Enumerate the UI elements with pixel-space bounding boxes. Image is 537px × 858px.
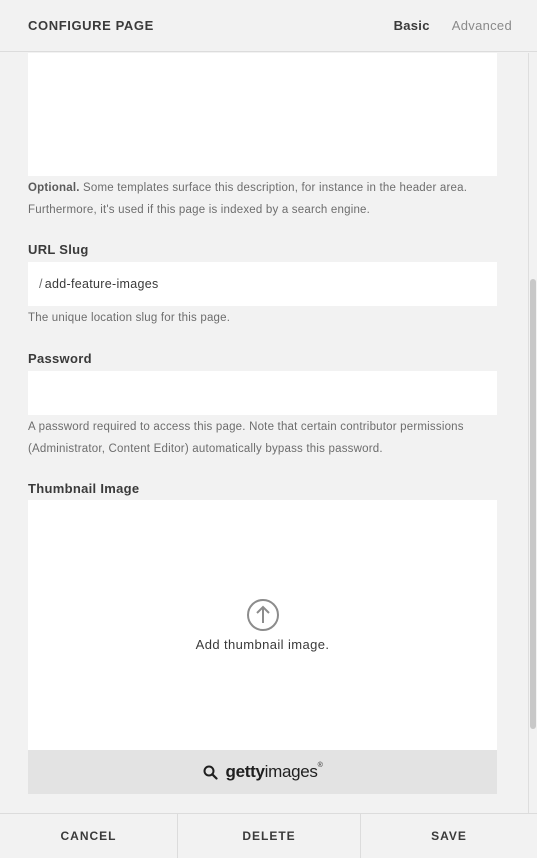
panel-title: CONFIGURE PAGE (28, 18, 154, 33)
getty-images-logo (226, 762, 323, 782)
description-help (28, 177, 497, 221)
description-help-text: Some templates surface this description, for instance in the header area. Furthermore, it's used if this page is indexed by a search engine. (28, 182, 468, 216)
add-thumbnail-text: Add thumbnail image. (195, 637, 330, 652)
getty-logo-bold: getty (225, 762, 265, 781)
url-slug-value: add-feature-images (44, 277, 159, 291)
description-help-optional: Optional. (28, 182, 80, 194)
password-input[interactable] (28, 371, 497, 415)
url-slug-input[interactable] (28, 262, 497, 306)
thumbnail-dropzone[interactable] (28, 500, 497, 750)
delete-button[interactable]: DELETE (178, 814, 361, 858)
search-icon (203, 765, 218, 780)
scrollbar-thumb[interactable] (530, 279, 536, 729)
arrow-up-circle-icon (246, 598, 280, 632)
tab-advanced[interactable]: Advanced (451, 18, 512, 33)
panel-header (0, 0, 537, 52)
panel-footer (0, 813, 537, 858)
cancel-button[interactable]: CANCEL (0, 814, 178, 858)
url-slug-prefix: / (39, 277, 43, 291)
getty-logo-regular: images (264, 762, 318, 781)
getty-images-search-button[interactable] (28, 750, 497, 794)
getty-logo-mark: ® (317, 762, 323, 769)
description-textarea[interactable] (28, 53, 497, 176)
header-tabs (394, 18, 512, 33)
settings-form (28, 53, 497, 794)
settings-scroll-area[interactable] (0, 53, 537, 813)
save-button[interactable]: SAVE (431, 829, 467, 843)
scrollbar[interactable] (528, 53, 537, 813)
tab-basic[interactable]: Basic (393, 18, 430, 33)
password-help: A password required to access this page. Note that certain contributor permissions (Administrator, Content Editor) automatically bypass this password. (28, 421, 464, 455)
url-slug-help: The unique location slug for this page. (28, 312, 231, 324)
thumbnail-label: Thumbnail Image (28, 481, 140, 496)
url-slug-label: URL Slug (28, 242, 89, 257)
password-label: Password (28, 351, 92, 366)
